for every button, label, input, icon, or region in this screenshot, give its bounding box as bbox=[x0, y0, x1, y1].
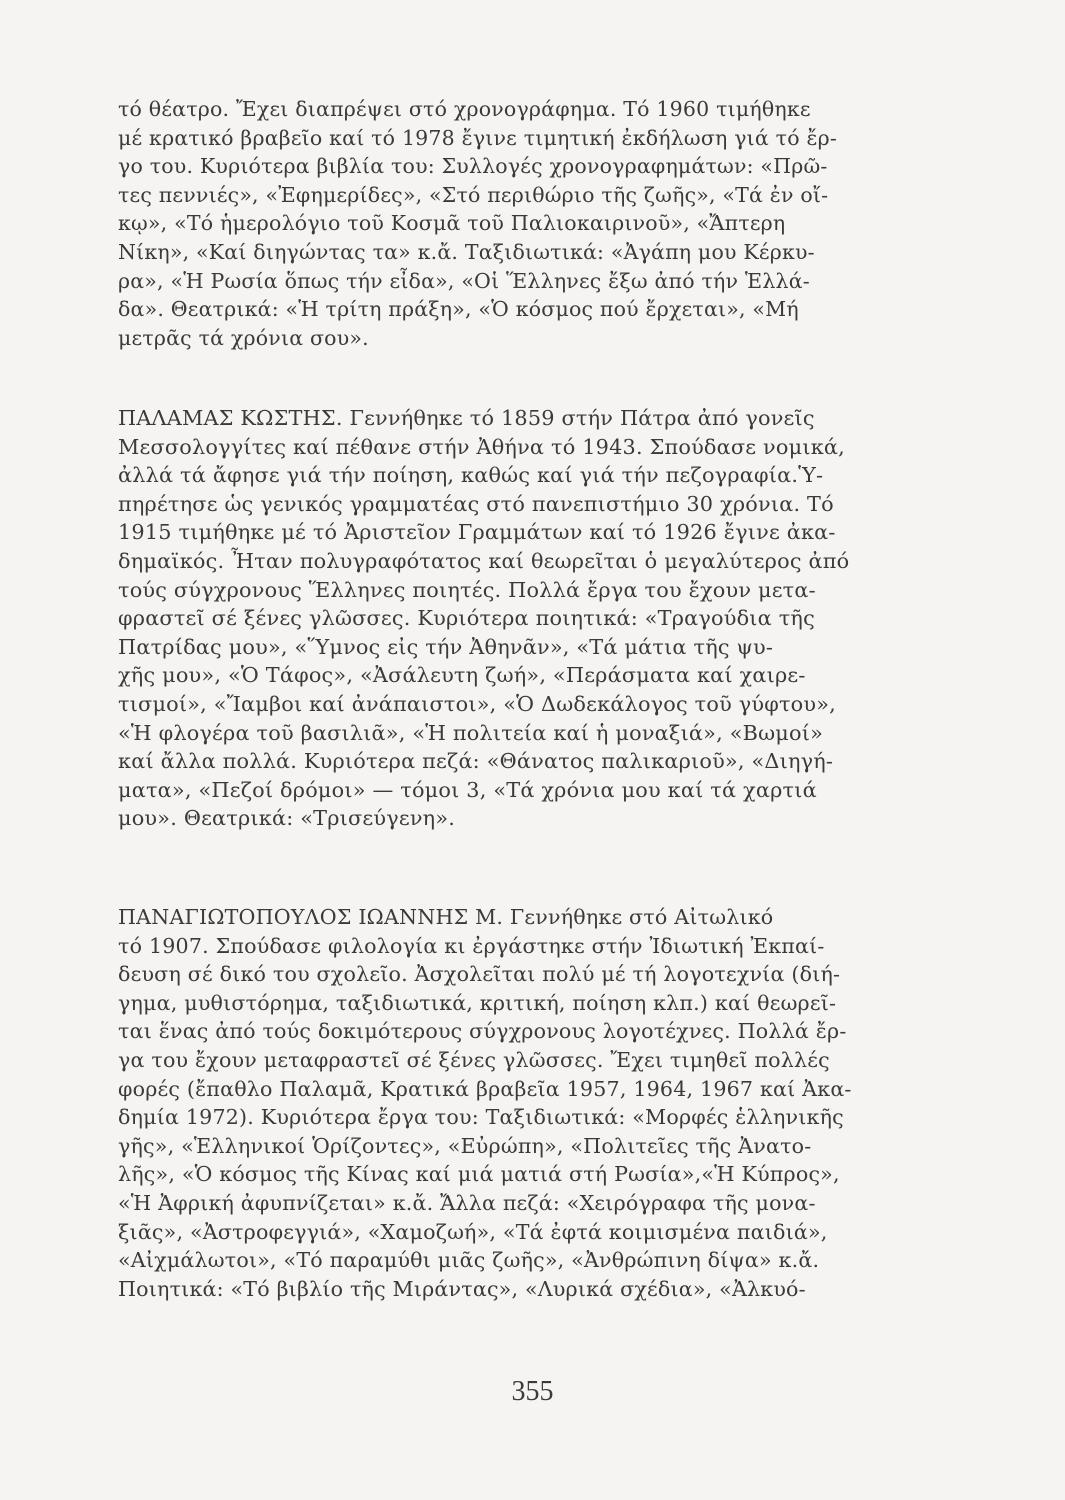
text-line: Ποιητικά: «Τό βιβλίο τῆς Μιράντας», «Λυρικά σχέδια», «Ἀλκυό- bbox=[118, 1276, 806, 1301]
text-line: «Αἰχμάλωτοι», «Τό παραμύθι μιᾶς ζωῆς», «Ἀνθρώπινη δίψα» κ.ἄ. bbox=[118, 1248, 820, 1273]
text-line: γημα, μυθιστόρημα, ταξιδιωτικά, κριτική, ποίηση κλπ.) καί θεωρεῖ- bbox=[118, 990, 837, 1015]
text-line: ἀλλά τά ἄφησε γιά τήν ποίηση, καθώς καί γιά τήν πεζογραφία.Ὑ- bbox=[118, 463, 824, 488]
text-line: δημία 1972). Κυριότερα ἔργα του: Ταξιδιωτικά: «Μορφές ἑλληνικῆς bbox=[118, 1105, 844, 1130]
text-line: τισμοί», «Ἴαμβοι καί ἀνάπαιστοι», «Ὁ Δωδεκάλογος τοῦ γύφτου», bbox=[118, 691, 836, 716]
text-line: 1915 τιμήθηκε μέ τό Ἀριστεῖον Γραμμάτων καί τό 1926 ἔγινε ἀκα- bbox=[118, 520, 836, 545]
page-number: 355 bbox=[511, 1376, 554, 1407]
paragraph-continuation bbox=[118, 95, 970, 352]
text-line: «Ἡ φλογέρα τοῦ βασιλιᾶ», «Ἡ πολιτεία καί ἡ μοναξιά», «Βωμοί» bbox=[118, 720, 823, 745]
text-line: Μεσσολογγίτες καί πέθανε στήν Ἀθήνα τό 1943. Σπούδασε νομικά, bbox=[118, 434, 845, 459]
text-line: δα». Θεατρικά: «Ἡ τρίτη πράξη», «Ὁ κόσμος πού ἔρχεται», «Μή bbox=[118, 297, 799, 322]
entry-heading-line: ΠΑΛΑΜΑΣ ΚΩΣΤΗΣ. Γεννήθηκε τό 1859 στήν Πάτρα ἀπό γονεῖς bbox=[118, 406, 815, 430]
text-line: ρα», «Ἡ Ρωσία ὅπως τήν εἶδα», «Οἱ Ἕλληνες ἔξω ἀπό τήν Ἑλλά- bbox=[118, 268, 810, 293]
text-line: «Ἡ Ἀφρική ἀφυπνίζεται» κ.ἄ. Ἄλλα πεζά: «Χειρόγραφα τῆς μονα- bbox=[118, 1190, 816, 1215]
text-line: ται ἕνας ἀπό τούς δοκιμότερους σύγχρονους λογοτέχνες. Πολλά ἔρ- bbox=[118, 1019, 847, 1044]
text-line: λῆς», «Ὁ κόσμος τῆς Κίνας καί μιά ματιά στή Ρωσία»,«Ἡ Κύπρος», bbox=[118, 1162, 840, 1187]
text-line: γο του. Κυριότερα βιβλία του: Συλλογές χρονογραφημάτων: «Πρῶ- bbox=[118, 154, 828, 179]
text-line: ξιᾶς», «Ἀστροφεγγιά», «Χαμοζωή», «Τά ἐφτά κοιμισμένα παιδιά», bbox=[118, 1219, 828, 1244]
text-line: τό 1907. Σπούδασε φιλολογία κι ἐργάστηκε στήν Ἰδιωτική Ἐκπαί- bbox=[118, 933, 825, 958]
text-line: φραστεῖ σέ ξένες γλῶσσες. Κυριότερα ποιητικά: «Τραγούδια τῆς bbox=[118, 606, 815, 631]
text-line: τό θέατρο. Ἔχει διαπρέψει στό χρονογράφημα. Τό 1960 τιμήθηκε bbox=[118, 97, 811, 121]
text-line: τούς σύγχρονους Ἕλληνες ποιητές. Πολλά ἔργα του ἔχουν μετα- bbox=[118, 577, 816, 602]
text-line: Νίκη», «Καί διηγώντας τα» κ.ἄ. Ταξιδιωτικά: «Ἀγάπη μου Κέρκυ- bbox=[118, 239, 815, 264]
text-line: δευση σέ δικό του σχολεῖο. Ἀσχολεῖται πολύ μέ τή λογοτεχνία (διή- bbox=[118, 962, 841, 987]
text-line: μέ κρατικό βραβεῖο καί τό 1978 ἔγινε τιμητική ἐκδήλωση γιά τό ἔρ- bbox=[118, 125, 838, 150]
text-line: ματα», «Πεζοί δρόμοι» — τόμοι 3, «Τά χρόνια μου καί τά χαρτιά bbox=[118, 777, 817, 802]
text-line: χῆς μου», «Ὁ Τάφος», «Ἀσάλευτη ζωή», «Περάσματα καί χαιρε- bbox=[118, 663, 806, 688]
text-line: μου». Θεατρικά: «Τρισεύγενη». bbox=[118, 806, 456, 831]
text-line: δημαϊκός. Ἦταν πολυγραφότατος καί θεωρεῖται ὁ μεγαλύτερος ἀπό bbox=[118, 548, 850, 573]
text-line: μετρᾶς τά χρόνια σου». bbox=[118, 325, 369, 350]
text-line: πηρέτησε ὡς γενικός γραμματέας στό πανεπιστήμιο 30 χρόνια. Τό bbox=[118, 491, 834, 516]
text-line: τες πεννιές», «Ἐφημερίδες», «Στό περιθώριο τῆς ζωῆς», «Τά ἐν οἴ- bbox=[118, 182, 829, 207]
entry-heading-line: ΠΑΝΑΓΙΩΤΟΠΟΥΛΟΣ ΙΩΑΝΝΗΣ Μ. Γεννήθηκε στό Αἰτωλικό bbox=[118, 905, 774, 929]
text-line: κῳ», «Τό ἡμερολόγιο τοῦ Κοσμᾶ τοῦ Παλιοκαιρινοῦ», «Ἄπτερη bbox=[118, 211, 786, 236]
text-line: Πατρίδας μου», «Ὕμνος εἰς τήν Ἀθηνᾶν», «Τά μάτια τῆς ψυ- bbox=[118, 634, 774, 659]
text-line: γα του ἔχουν μεταφραστεῖ σέ ξένες γλῶσσες. Ἔχει τιμηθεῖ πολλές bbox=[118, 1047, 830, 1072]
paragraph-palamas bbox=[118, 404, 970, 833]
text-line: καί ἄλλα πολλά. Κυριότερα πεζά: «Θάνατος παλικαριοῦ», «Διηγή- bbox=[118, 749, 834, 774]
text-line: γῆς», «Ἑλληνικοί Ὁρίζοντες», «Εὐρώπη», «Πολιτεῖες τῆς Ἀνατο- bbox=[118, 1133, 812, 1158]
paragraph-panagiotopoulos bbox=[118, 903, 970, 1303]
text-line: φορές (ἔπαθλο Παλαμᾶ, Κρατικά βραβεῖα 1957, 1964, 1967 καί Ἀκα- bbox=[118, 1076, 852, 1101]
